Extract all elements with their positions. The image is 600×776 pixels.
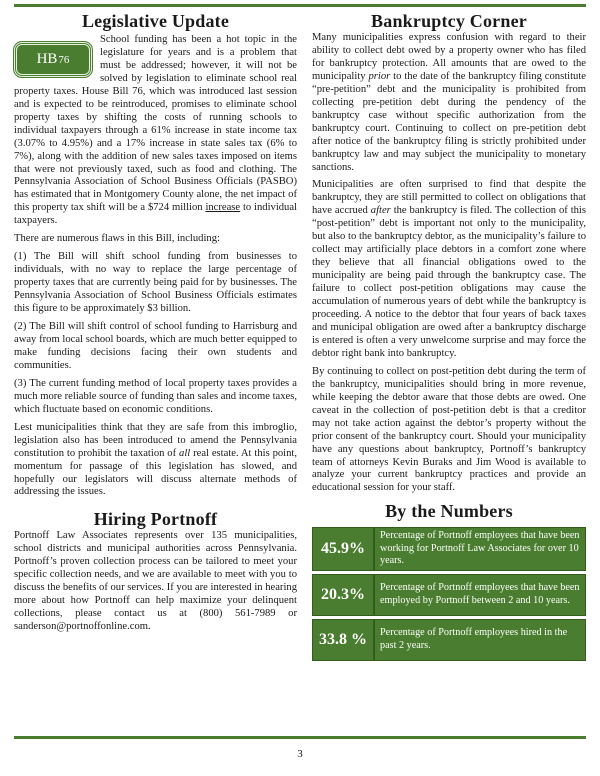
legislative-paragraph-1: School funding has been a hot topic in the legislature for years and is a problem that must be addressed; however, it will not be solved by legislation to eliminate school real property taxes. House Bill 76, which was introduced last session and is expected to be reintroduced, promises to eliminate school property taxes by shifting the costs of running schools to individual taxpayers through a 61% increase in state income tax (3.07% to 4.95%) and a 17% increase in state sales tax (6% to 7%), along with the addition of new sales taxes imposed on items that were not previously taxed, such as food and clothing. The Pennsylvania Association of School Business Officials (PASBO) has estimated that in Montgomery County alone, the net impact of this property tax shift will be a $724 million increase to individual taxpayers. (14, 34, 298, 227)
left-column (14, 10, 297, 639)
by-the-numbers-heading: By the Numbers (385, 501, 513, 522)
numbers-row (312, 527, 586, 571)
badge-number: 76 (58, 53, 70, 66)
stat-description: Percentage of Portnoff employees that have been working for Portnoff Law Associates for over 10 years. (374, 527, 586, 571)
hb76-badge (14, 42, 92, 77)
hiring-portnoff-heading: Hiring Portnoff (93, 509, 218, 530)
legislative-paragraph-2: There are numerous flaws in this Bill, including: (14, 233, 220, 245)
badge-prefix: HB (36, 51, 58, 67)
hiring-paragraph: Portnoff Law Associates represents over 135 municipalities, school districts and municipal authorities across Pennsylvania. Portnoff’s proven collection process can be tailored to meet your specific collection needs, and we are available to meet with you to discuss the benefits of our services. If you are interested in hearing more about how Portnoff can help maximize your delinquent collections, please contact us at (800) 561-7989 or sanderson@portnoffonline.com. (14, 530, 297, 633)
bankruptcy-paragraph-2: Municipalities are often surprised to find that despite the bankruptcy, they are still permitted to collect on obligations that have accrued after the bankruptcy is filed. The collection of this “post-petition” debt is important not only to the municipality, but also to the bankruptcy debtor, as the municipality’s failure to collect may artificially place debtors in a comfort zone where they believe that all financial obligations owed to the municipality are being paid through the bankruptcy case. The failure to collect post-petition obligations may cause the accumulation of numerous years of debt while the bankruptcy is proceeding. A notice to the debtor that four years of back taxes and municipal obligation are owed after a bankruptcy discharge is entered is often a very unwelcome surprise and may force the debtor right bank into bankruptcy. (312, 179, 586, 359)
stat-value: 45.9% (312, 527, 374, 571)
numbers-row (312, 574, 586, 616)
legislative-paragraph-6: Lest municipalities think that they are safe from this imbroglio, legislation also has been introduced to amend the Pennsylvania constitution to prohibit the taxation of all real estate. At this point, momentum for passage of this legislation has slowed, and hopefully our legislators will discuss alternate methods of addressing the issues. (14, 421, 298, 498)
bottom-rule (14, 736, 586, 739)
numbers-table (312, 524, 586, 664)
legislative-update-heading: Legislative Update (81, 11, 230, 31)
legislative-paragraph-3: (1) The Bill will shift school funding from businesses to individuals, with no way to replace the large percentage of property taxes that are currently being paid for by businesses. The Pennsylvania Association of School Business Officials estimates this figure to be approximately $3 billion. (14, 251, 297, 315)
underlined-increase: increase (205, 202, 241, 214)
bankruptcy-paragraph-3: By continuing to collect on post-petition debt during the term of the bankruptcy, municipalities should bring in more revenue, while keeping the debtor aware that those debts are owed. One caveat in the collection of post-petition debt is that a creditor may not take action against the debtor’s property without the prior consent of the bankruptcy court. Should your municipality have any questions about bankruptcy, Portnoff’s bankruptcy team of attorneys Kevin Buraks and Jim Wood is available to analyze your current bankruptcy practices and provide an educational session for your staff. (312, 365, 586, 494)
top-rule (14, 4, 586, 7)
stat-value: 33.8 % (312, 619, 374, 661)
bankruptcy-paragraph-1: Many municipalities express confusion with regard to their ability to collect debt owed by a property owner who has filed for bankruptcy protection. All amounts that are owed to the municipality prior to the date of the bankruptcy filing constitute “pre-petition” debt and the municipality is prohibited from collecting pre-petition debt during the pendency of the bankruptcy case without specific authorization from the bankruptcy court. Continuing to collect on pre-petition debt after notice of the bankruptcy filing is strictly prohibited under bankruptcy law and may subject the municipality to monetary sanctions. (312, 32, 586, 173)
stat-value: 20.3% (312, 574, 374, 616)
legislative-paragraph-4: (2) The Bill will shift control of school funding to Harrisburg and away from local school boards, which are much better equipped to make funding decisions facing their own students and communities. (14, 321, 297, 371)
page-number: 3 (297, 748, 303, 760)
right-column (312, 10, 586, 664)
legislative-paragraph-5: (3) The current funding method of local property taxes provides a much more reliable source of funding than sales and income taxes, which fluctuate based on economic conditions. (14, 377, 297, 415)
stat-description: Percentage of Portnoff employees hired in the past 2 years. (374, 619, 586, 661)
numbers-row (312, 619, 586, 661)
stat-description: Percentage of Portnoff employees that have been employed by Portnoff between 2 and 10 years. (374, 574, 586, 616)
bankruptcy-corner-heading: Bankruptcy Corner (371, 11, 527, 31)
